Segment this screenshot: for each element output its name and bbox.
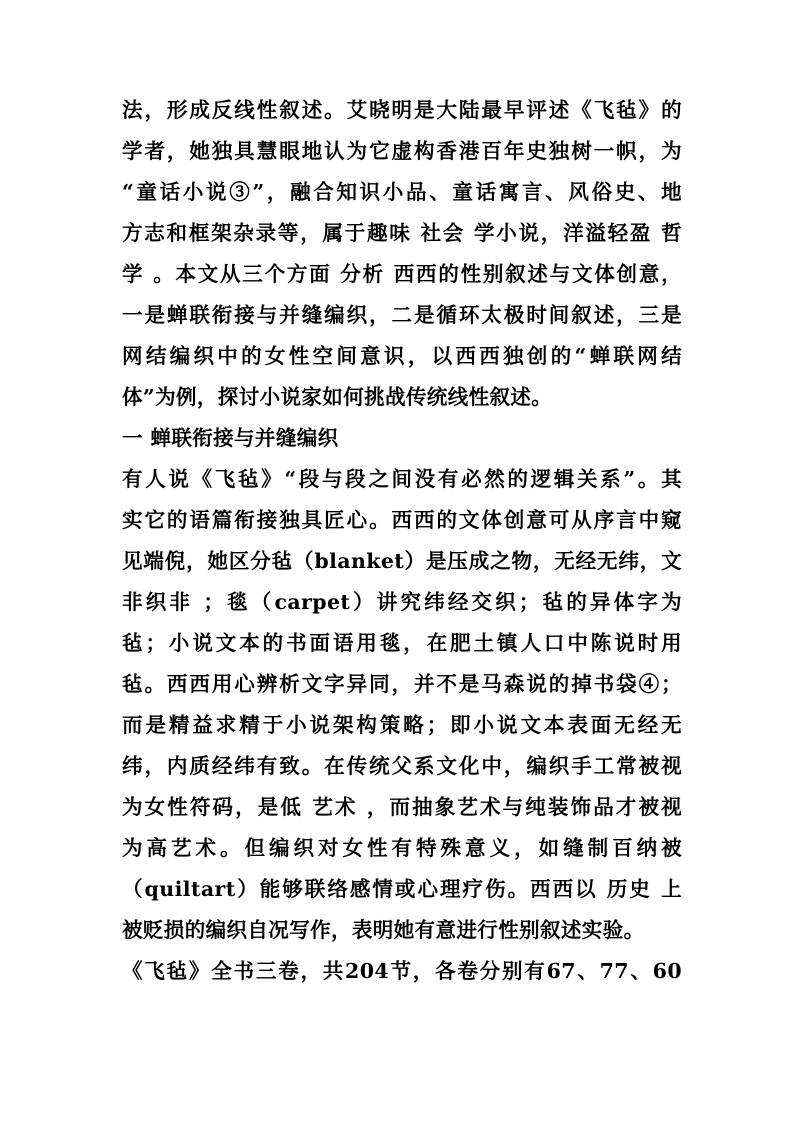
text-line: 网结编织中的女性空间意识，以西西独创的“蝉联网结 bbox=[122, 344, 682, 368]
text-line: 纬，内质经纬有致。在传统父系文化中，编织手工常被视 bbox=[122, 754, 682, 778]
text-line: 《飞毡》全书三卷，共204节，各卷分别有67、77、60 bbox=[122, 959, 682, 983]
text-line: 方志和框架杂录等，属于趣味 社会 学小说，洋溢轻盈 哲 bbox=[122, 221, 682, 245]
text-line: 实它的语篇衔接独具匠心。西西的文体创意可从序言中窥 bbox=[122, 508, 682, 532]
text-line: 有人说《飞毡》“段与段之间没有必然的逻辑关系”。其 bbox=[122, 467, 682, 491]
text-line: 体”为例，探讨小说家如何挑战传统线性叙述。 bbox=[122, 385, 553, 409]
text-line: 毡。西西用心辨析文字异同，并不是马森说的掉书袋④； bbox=[122, 672, 682, 696]
text-line: 毡；小说文本的书面语用毯，在肥土镇人口中陈说时用 bbox=[122, 631, 682, 655]
text-line: 法，形成反线性叙述。艾晓明是大陆最早评述《飞毡》的 bbox=[122, 98, 682, 122]
text-line: 被贬损的编织自况写作，表明她有意进行性别叙述实验。 bbox=[122, 918, 645, 942]
text-line: 学者，她独具慧眼地认为它虚构香港百年史独树一帜，为 bbox=[122, 139, 682, 163]
section-heading: 一 蝉联衔接与并缝编织 bbox=[122, 426, 339, 450]
text-line: 见端倪，她区分毡（blanket）是压成之物，无经无纬，文 bbox=[122, 549, 682, 573]
text-line: “童话小说③”，融合知识小品、童话寓言、风俗史、地 bbox=[122, 180, 682, 204]
text-line: 学 。本文从三个方面 分析 西西的性别叙述与文体创意， bbox=[122, 262, 682, 286]
text-line: （quiltart）能够联络感情或心理疗伤。西西以 历史 上 bbox=[122, 877, 682, 901]
text-line: 为女性符码，是低 艺术 ，而抽象艺术与纯装饰品才被视 bbox=[122, 795, 682, 819]
text-line: 一是蝉联衔接与并缝编织，二是循环太极时间叙述，三是 bbox=[122, 303, 682, 327]
text-line: 非织非 ；毯（carpet）讲究纬经交织；毡的异体字为 bbox=[122, 590, 682, 614]
text-line: 而是精益求精于小说架构策略；即小说文本表面无经无 bbox=[122, 713, 682, 737]
text-line: 为高艺术。但编织对女性有特殊意义，如缝制百纳被 bbox=[122, 836, 682, 860]
